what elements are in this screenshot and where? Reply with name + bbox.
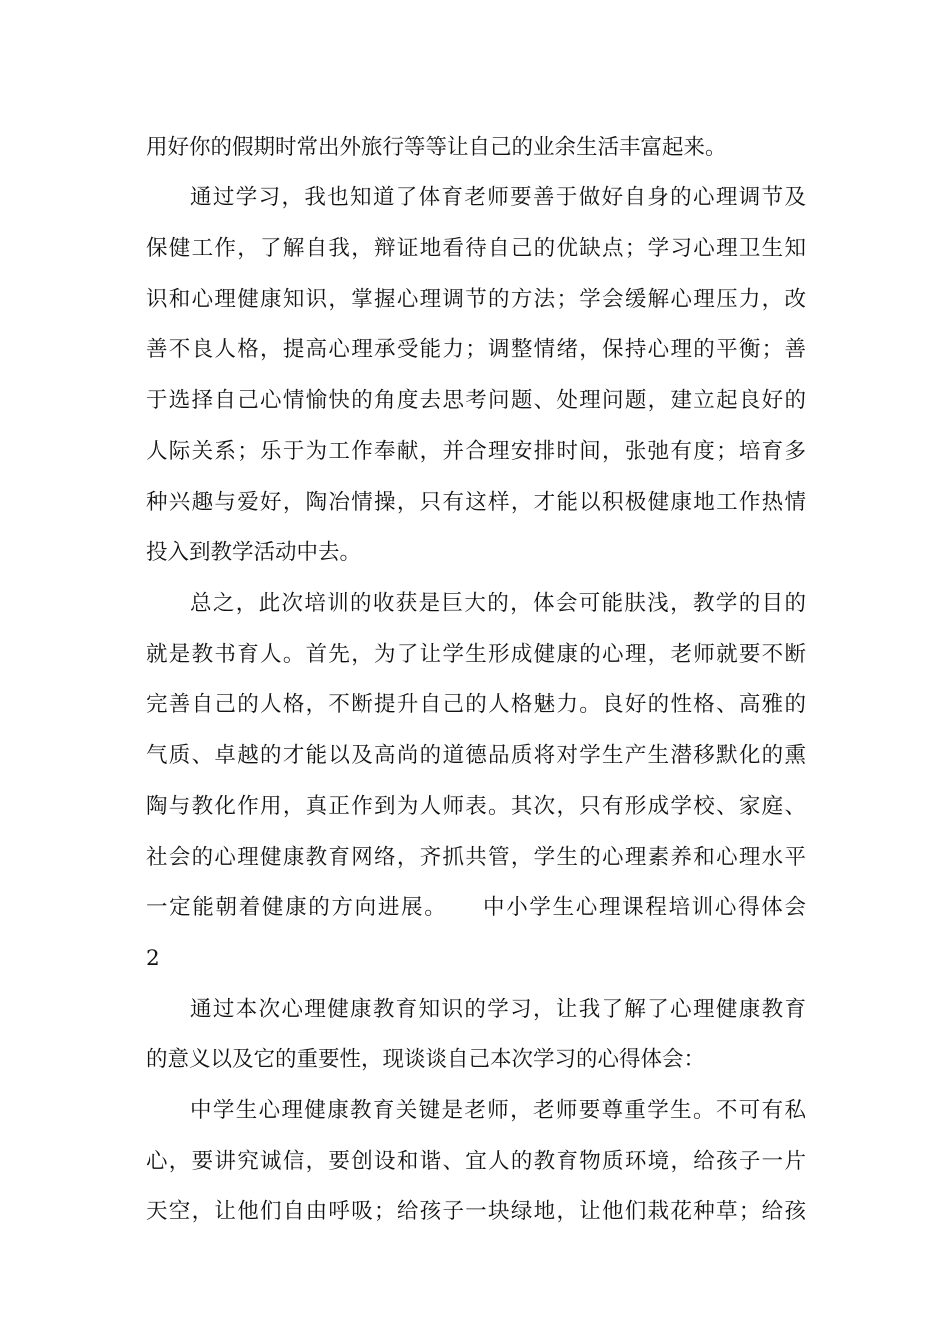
text-line: 通过本次心理健康教育知识的学习，让我了解了心理健康教育 [190, 997, 806, 1022]
text-line: 种兴趣与爱好，陶冶情操，只有这样，才能以积极健康地工作热情 [146, 490, 806, 515]
text-line: 总之，此次培训的收获是巨大的，体会可能肤浅，教学的目的 [190, 591, 806, 616]
text-line: 用好你的假期时常出外旅行等等让自己的业余生活丰富起来。 [146, 135, 727, 160]
text-line: 识和心理健康知识，掌握心理调节的方法；学会缓解心理压力，改 [146, 287, 806, 312]
text-line: 完善自己的人格，不断提升自己的人格魅力。良好的性格、高雅的 [146, 692, 806, 717]
text-line: 善不良人格，提高心理承受能力；调整情绪，保持心理的平衡；善 [146, 337, 806, 362]
text-line: 保健工作，了解自我，辩证地看待自己的优缺点；学习心理卫生知 [146, 236, 806, 261]
text-line: 心，要讲究诚信，要创设和谐、宜人的教育物质环境，给孩子一片 [146, 1149, 806, 1174]
text-line: 中学生心理健康教育关键是老师，老师要尊重学生。不可有私 [190, 1098, 806, 1123]
text-line: 社会的心理健康教育网络，齐抓共管，学生的心理素养和心理水平 [146, 845, 806, 870]
text-line: 人际关系；乐于为工作奉献，并合理安排时间，张弛有度；培育多 [146, 439, 806, 464]
text-line: 投入到教学活动中去。 [146, 540, 362, 565]
text-line: 的意义以及它的重要性，现谈谈自己本次学习的心得体会： [146, 1047, 706, 1072]
text-line: 通过学习，我也知道了体育老师要善于做好自身的心理调节及 [190, 185, 806, 210]
text-line: 天空，让他们自由呼吸；给孩子一块绿地，让他们栽花种草；给孩 [146, 1199, 806, 1224]
text-line: 2 [146, 946, 160, 971]
text-line: 就是教书育人。首先，为了让学生形成健康的心理，老师就要不断 [146, 642, 806, 667]
text-line: 气质、卓越的才能以及高尚的道德品质将对学生产生潜移默化的熏 [146, 743, 806, 768]
text-line: 于选择自己心情愉快的角度去思考问题、处理问题，建立起良好的 [146, 388, 806, 413]
text-line: 陶与教化作用，真正作到为人师表。其次，只有形成学校、家庭、 [146, 794, 806, 819]
text-line: 一定能朝着健康的方向进展。 中小学生心理课程培训心得体会 [146, 895, 806, 920]
